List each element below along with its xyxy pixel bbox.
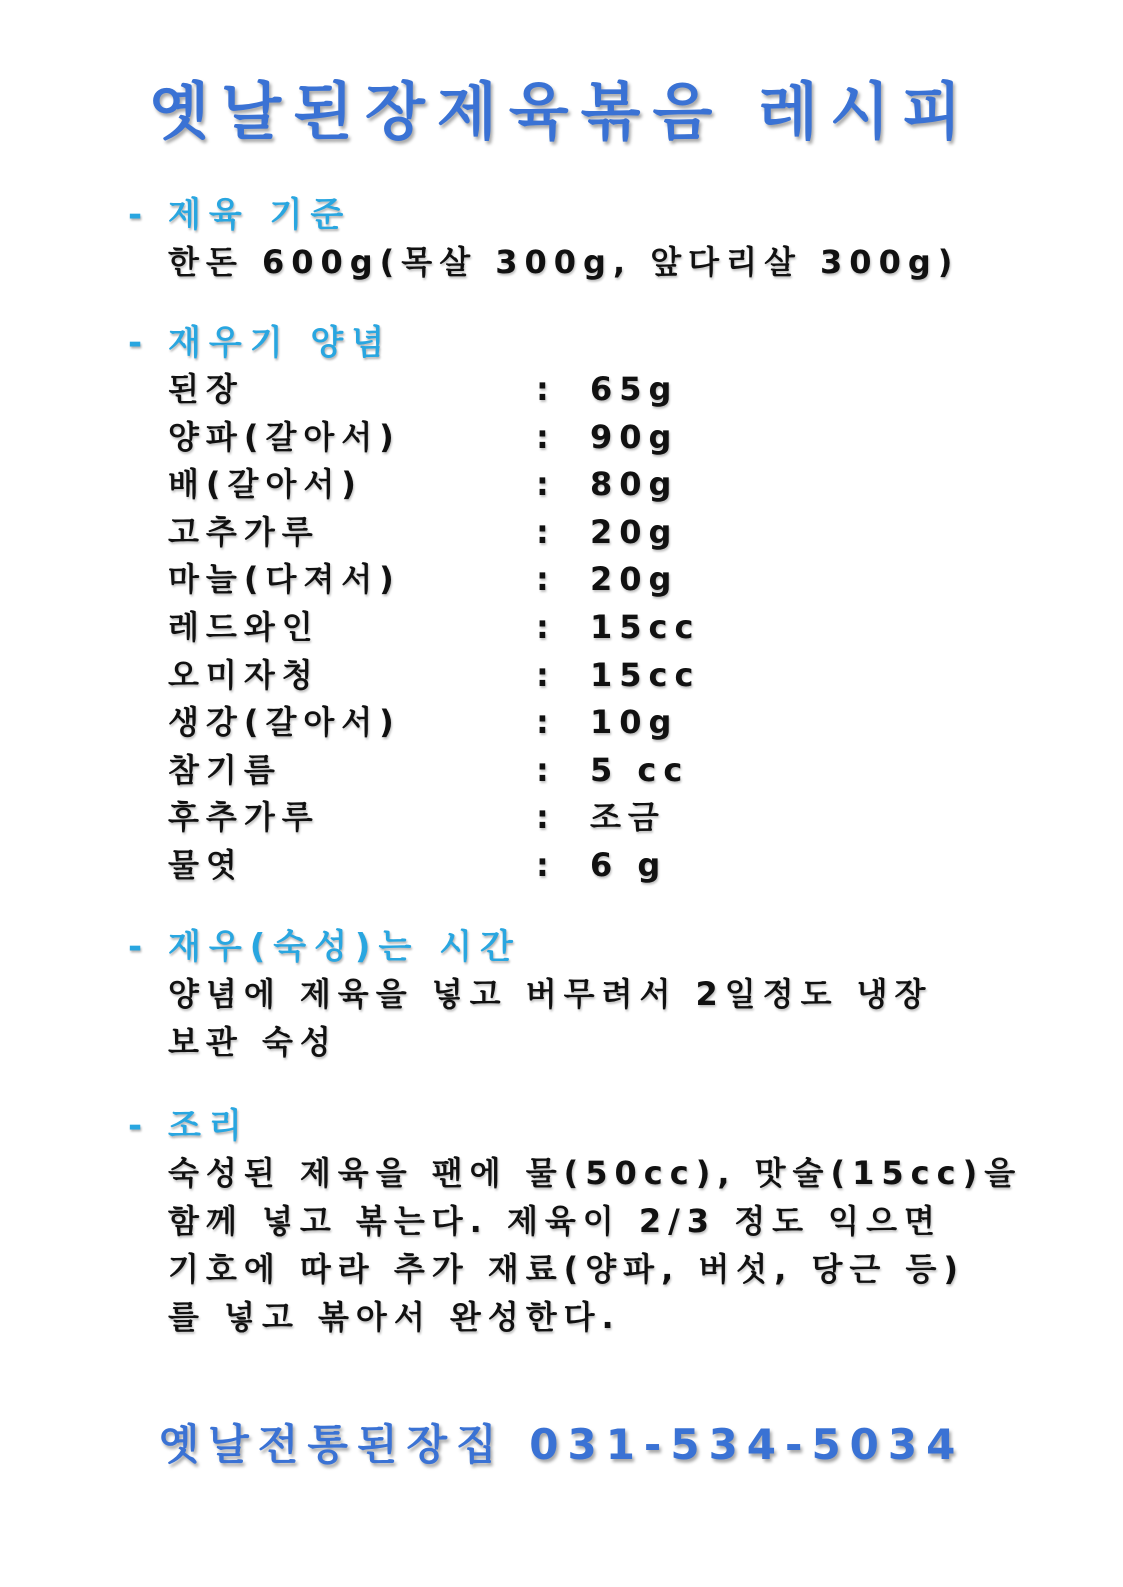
base-heading-dash: - [128,195,143,235]
cooking-line: 함께 넣고 볶는다. 제육이 2/3 정도 익으면 [168,1202,942,1240]
ingredient-amount: 65g [590,370,679,408]
ingredient-amount: 조금 [590,798,666,837]
ingredient-amount: 15cc [590,655,701,694]
ingredient-name: 오미자청 [168,655,320,694]
cooking-line: 숙성된 제육을 팬에 물(50cc), 맛술(15cc)을 [168,1154,1023,1192]
cooking-heading-dash: - [128,1106,143,1146]
ingredient-separator: : [536,750,556,789]
ingredient-name: 고추가루 [168,512,320,551]
ingredient-amount: 6 g [590,845,668,884]
cooking-section [128,1103,1028,1341]
ingredient-row [168,794,1028,842]
ingredient-row [168,461,1028,509]
cooking-line: 기호에 따라 추가 재료(양파, 버섯, 당근 등) [168,1250,965,1288]
ingredient-name: 참기름 [168,750,282,789]
aging-heading-label: 재우(숙성)는 시간 [168,927,521,967]
ingredient-name: 물엿 [168,845,244,884]
aging-line: 보관 숙성 [168,1023,338,1061]
ingredient-name: 된장 [168,370,244,408]
ingredient-separator: : [536,560,556,599]
base-text: 한돈 600g(목살 300g, 앞다리살 300g) [168,243,960,281]
ingredient-amount: 90g [590,417,679,456]
ingredient-separator: : [536,845,556,884]
ingredient-name: 양파(갈아서) [168,417,401,456]
ingredient-separator: : [536,512,556,551]
ingredient-name: 레드와인 [168,607,320,646]
cooking-line: 를 넣고 볶아서 완성한다. [168,1298,621,1336]
ingredient-name: 후추가루 [168,798,320,837]
footer-contact: 옛날전통된장집 031-534-5034 [158,1420,965,1469]
ingredient-separator: : [536,465,556,504]
page-title: 옛날된장제육볶음 레시피 [149,75,974,148]
ingredient-separator: : [536,607,556,646]
ingredient-row [168,842,1028,890]
ingredient-separator: : [536,370,556,408]
ingredient-name: 생강(갈아서) [168,703,401,742]
base-section [128,192,1028,286]
aging-heading-dash: - [128,927,143,967]
ingredient-amount: 15cc [590,607,701,646]
ingredient-amount: 20g [590,512,679,551]
ingredient-row [168,366,1028,414]
ingredient-row [168,556,1028,604]
aging-section [128,924,1028,1066]
ingredient-name: 배(갈아서) [168,465,363,504]
ingredient-list [128,366,1028,890]
ingredient-name: 마늘(다져서) [168,560,401,599]
ingredient-row [168,604,1028,652]
marinade-heading [128,320,1028,366]
aging-heading [128,924,1028,970]
ingredient-row [168,699,1028,747]
ingredient-amount: 80g [590,465,679,504]
ingredient-row [168,509,1028,557]
ingredient-amount: 10g [590,703,679,742]
cooking-heading [128,1103,1028,1149]
ingredient-row [168,747,1028,795]
marinade-heading-label: 재우기 양념 [168,323,393,363]
ingredient-separator: : [536,798,556,837]
ingredient-row [168,652,1028,700]
marinade-section [128,320,1028,890]
marinade-heading-dash: - [128,323,143,363]
ingredient-amount: 5 cc [590,750,690,789]
ingredient-separator: : [536,703,556,742]
ingredient-separator: : [536,655,556,694]
cooking-heading-label: 조리 [168,1106,250,1146]
ingredient-separator: : [536,417,556,456]
ingredient-amount: 20g [590,560,679,599]
base-heading-label: 제육 기준 [168,195,352,235]
aging-line: 양념에 제육을 넣고 버무려서 2일정도 냉장 [168,975,933,1013]
ingredient-row [168,414,1028,462]
base-heading [128,192,1028,238]
